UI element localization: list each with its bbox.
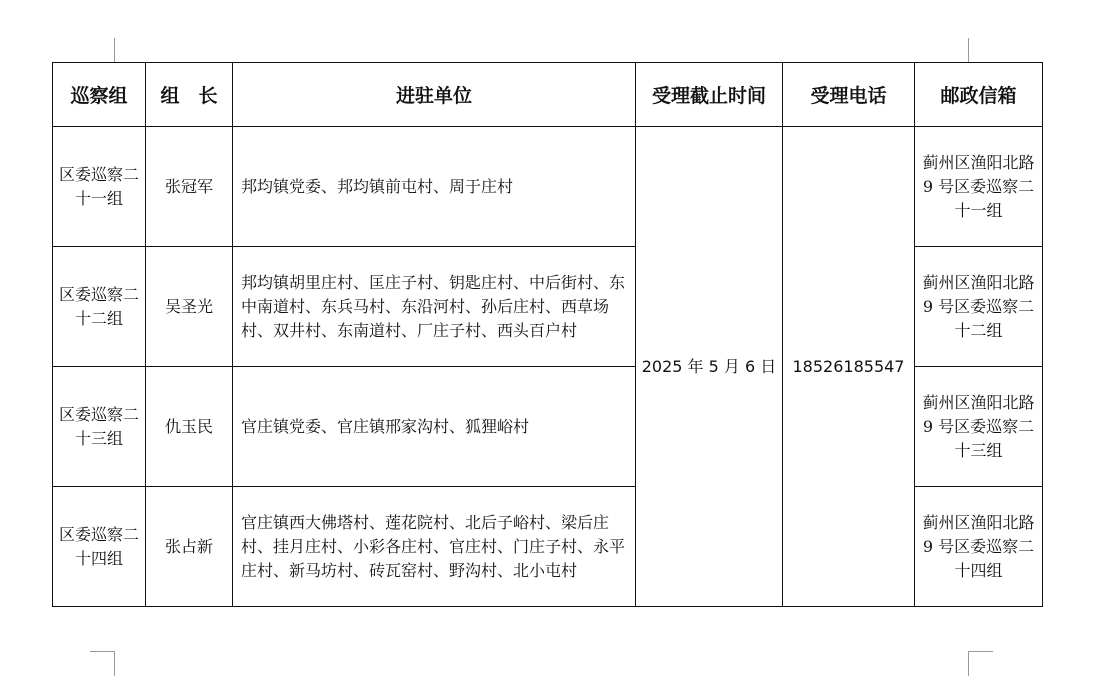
page-corner-mark-bottom-right bbox=[968, 651, 993, 676]
header-leader: 组 长 bbox=[146, 63, 233, 127]
mailbox-cell: 蓟州区渔阳北路 9 号区委巡察二十二组 bbox=[915, 247, 1043, 367]
header-deadline: 受理截止时间 bbox=[636, 63, 783, 127]
page-corner-mark-top-right bbox=[968, 38, 993, 62]
mailbox-cell: 蓟州区渔阳北路 9 号区委巡察二十一组 bbox=[915, 127, 1043, 247]
phone-cell: 18526185547 bbox=[783, 127, 915, 607]
mailbox-cell: 蓟州区渔阳北路 9 号区委巡察二十三组 bbox=[915, 367, 1043, 487]
leader-cell: 仇玉民 bbox=[146, 367, 233, 487]
units-cell: 邦均镇党委、邦均镇前屯村、周于庄村 bbox=[233, 127, 636, 247]
header-units: 进驻单位 bbox=[233, 63, 636, 127]
group-cell: 区委巡察二十四组 bbox=[53, 487, 146, 607]
units-cell: 官庄镇党委、官庄镇邢家沟村、狐狸峪村 bbox=[233, 367, 636, 487]
leader-cell: 吴圣光 bbox=[146, 247, 233, 367]
header-mailbox: 邮政信箱 bbox=[915, 63, 1043, 127]
deadline-cell: 2025 年 5 月 6 日 bbox=[636, 127, 783, 607]
group-cell: 区委巡察二十一组 bbox=[53, 127, 146, 247]
mailbox-cell: 蓟州区渔阳北路 9 号区委巡察二十四组 bbox=[915, 487, 1043, 607]
header-phone: 受理电话 bbox=[783, 63, 915, 127]
leader-cell: 张冠军 bbox=[146, 127, 233, 247]
leader-cell: 张占新 bbox=[146, 487, 233, 607]
group-cell: 区委巡察二十三组 bbox=[53, 367, 146, 487]
group-cell: 区委巡察二十二组 bbox=[53, 247, 146, 367]
units-cell: 官庄镇西大佛塔村、莲花院村、北后子峪村、梁后庄村、挂月庄村、小彩各庄村、官庄村、门庄子村、永平庄村、新马坊村、砖瓦窑村、野沟村、北小屯村 bbox=[233, 487, 636, 607]
table-row bbox=[53, 127, 1043, 247]
units-cell: 邦均镇胡里庄村、匡庄子村、钥匙庄村、中后街村、东中南道村、东兵马村、东沿河村、孙后庄村、西草场村、双井村、东南道村、厂庄子村、西头百户村 bbox=[233, 247, 636, 367]
inspection-group-table bbox=[52, 62, 1043, 607]
table-header-row bbox=[53, 63, 1043, 127]
page-corner-mark-bottom-left bbox=[90, 651, 115, 676]
page-corner-mark-top-left bbox=[90, 38, 115, 62]
header-group: 巡察组 bbox=[53, 63, 146, 127]
